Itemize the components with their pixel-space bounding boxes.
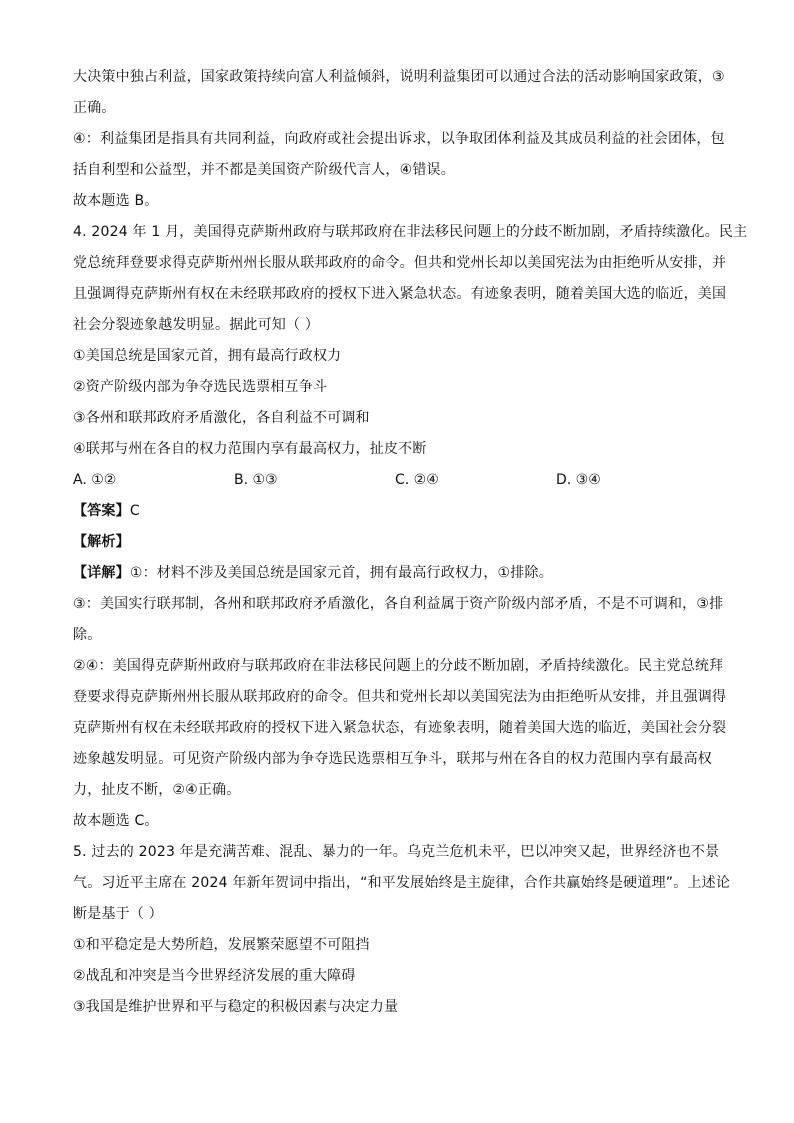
statement-item: ②战乱和冲突是当今世界经济发展的重大障碍 <box>73 968 356 984</box>
question-stem-line: 5. 过去的 2023 年是充满苦难、混乱、暴力的一年。乌克兰危机未平，巴以冲突又起，世界经济也不景 <box>73 844 720 860</box>
statement-item: ①美国总统是国家元首，拥有最高行政权力 <box>73 348 342 364</box>
analysis-text-line: 迹象越发明显。可见资产阶级内部为争夺选民选票相互争斗，联邦与州在各自的权力范围内享有最高权 <box>73 751 712 767</box>
question-stem-line: 社会分裂迹象越发明显。据此可知（ ） <box>73 317 320 333</box>
text-line: 大决策中独占利益，国家政策持续向富人利益倾斜，说明利益集团可以通过合法的活动影响国家政策，③ <box>73 69 725 85</box>
analysis-text-line: 除。 <box>73 627 102 643</box>
option-b: B. ①③ <box>234 472 278 488</box>
option-c: C. ②④ <box>395 472 439 488</box>
question-stem-line: 气。习近平主席在 2024 年新年贺词中指出，“和平发展始终是主旋律，合作共赢始终是硬道理”。上述论 <box>73 875 731 891</box>
detail-line <box>73 558 723 589</box>
question-4 <box>73 217 748 837</box>
answer-line <box>73 496 723 527</box>
option-a: A. ①② <box>73 472 117 488</box>
question-stem-line: 断是基于（ ） <box>73 906 163 922</box>
answer-options <box>73 465 723 496</box>
analysis-text-line: 力，扯皮不断，②④正确。 <box>73 782 241 798</box>
previous-answer-block <box>73 62 723 217</box>
statement-item: ④联邦与州在各自的权力范围内享有最高权力，扯皮不断 <box>73 441 427 457</box>
answer-value: C <box>129 503 140 519</box>
detail-text: ①：材料不涉及美国总统是国家元首，拥有最高行政权力，①排除。 <box>129 565 553 581</box>
option-d: D. ③④ <box>556 472 601 488</box>
text-line: 括自利型和公益型，并不都是美国资产阶级代言人，④错误。 <box>73 162 455 178</box>
question-5 <box>73 837 731 1023</box>
answer-tag: 【答案】 <box>73 503 130 519</box>
statement-item: ③各州和联邦政府矛盾激化，各自利益不可调和 <box>73 410 370 426</box>
detail-tag: 【详解】 <box>73 565 130 581</box>
text-line: ④：利益集团是指具有共同利益，向政府或社会提出诉求，以争取团体利益及其成员利益的社会团体，包 <box>73 131 725 147</box>
analysis-text-line: ③：美国实行联邦制，各州和联邦政府矛盾激化，各自利益属于资产阶级内部矛盾，不是不可调和，③排 <box>73 596 724 612</box>
statement-item: ②资产阶级内部为争夺选民选票相互争斗 <box>73 379 328 395</box>
question-stem-line: 4. 2024 年 1 月，美国得克萨斯州政府与联邦政府在非法移民问题上的分歧不断加剧，矛盾持续激化。民主 <box>73 224 748 240</box>
document-page <box>73 62 748 1023</box>
conclusion-line: 故本题选 C。 <box>73 813 159 829</box>
analysis-line <box>73 527 723 558</box>
analysis-text-line: ②④：美国得克萨斯州政府与联邦政府在非法移民问题上的分歧不断加剧，矛盾持续激化。民主党总统拜 <box>73 658 724 674</box>
text-line: 正确。 <box>73 100 116 116</box>
statement-item: ①和平稳定是大势所趋，发展繁荣愿望不可阻挡 <box>73 937 370 953</box>
question-stem-line: 且强调得克萨斯州有权在未经联邦政府的授权下进入紧急状态。有迹象表明，随着美国大选的临近，美国 <box>73 286 727 302</box>
statement-item: ③我国是维护世界和平与稳定的积极因素与决定力量 <box>73 999 399 1015</box>
analysis-tag: 【解析】 <box>73 534 130 550</box>
question-stem-line: 党总统拜登要求得克萨斯州州长服从联邦政府的命令。但共和党州长却以美国宪法为由拒绝听从安排，并 <box>73 255 727 271</box>
conclusion-line: 故本题选 B。 <box>73 193 159 209</box>
analysis-text-line: 登要求得克萨斯州州长服从联邦政府的命令。但共和党州长却以美国宪法为由拒绝听从安排，并且强调得 <box>73 689 727 705</box>
analysis-text-line: 克萨斯州有权在未经联邦政府的授权下进入紧急状态，有迹象表明，随着美国大选的临近，美国社会分裂 <box>73 720 727 736</box>
